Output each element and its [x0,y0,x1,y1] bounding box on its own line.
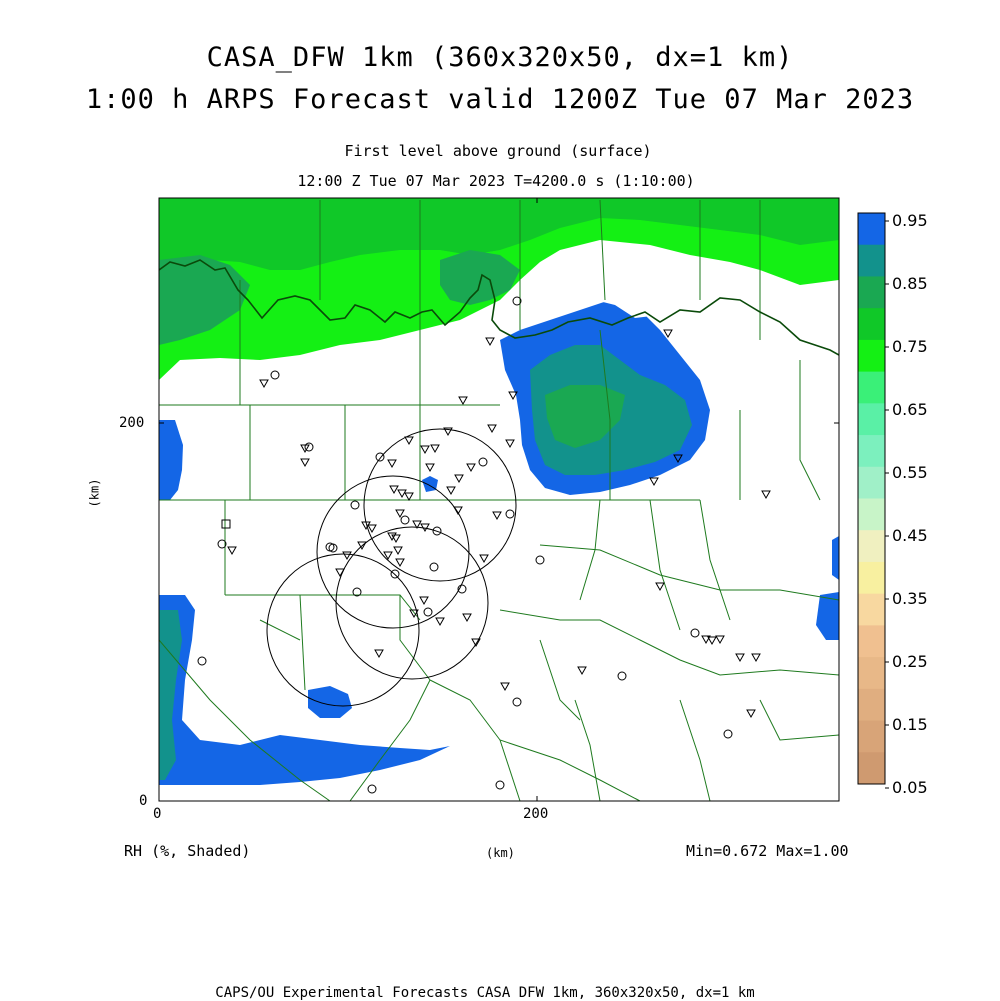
rh-blue-east-edge-2 [832,536,839,580]
colorbar-swatch [858,276,885,308]
colorbar-swatch [858,530,885,562]
colorbar-label: 0.35 [892,589,928,608]
colorbar-label: 0.05 [892,778,928,797]
min-max-readout: Min=0.672 Max=1.00 [686,842,849,860]
variable-label: RH (%, Shaded) [124,842,251,860]
colorbar [858,213,889,788]
colorbar-swatch [858,308,885,340]
colorbar-swatch [858,657,885,689]
colorbar-swatch [858,594,885,626]
colorbar-label: 0.45 [892,526,928,545]
colorbar-swatch [858,625,885,657]
colorbar-swatch [858,213,885,245]
colorbar-label: 0.65 [892,400,928,419]
colorbar-swatch [858,245,885,277]
colorbar-swatch [858,403,885,435]
x-axis-unit: (km) [486,846,515,860]
colorbar-swatch [858,467,885,499]
colorbar-swatch [858,752,885,784]
subtitle-line-2: 12:00 Z Tue 07 Mar 2023 T=4200.0 s (1:10:00) [297,172,695,190]
colorbar-label: 0.95 [892,211,928,230]
colorbar-swatch [858,435,885,467]
colorbar-swatch [858,499,885,531]
colorbar-swatch [858,689,885,721]
x-tick-200: 200 [523,806,549,822]
x-tick-0: 0 [153,806,162,822]
y-tick-200: 200 [119,415,145,431]
colorbar-label: 0.25 [892,652,928,671]
colorbar-label: 0.75 [892,337,928,356]
colorbar-label: 0.15 [892,715,928,734]
title-line-2: 1:00 h ARPS Forecast valid 1200Z Tue 07 Mar 2023 [85,84,915,115]
y-tick-0: 0 [139,793,148,809]
colorbar-swatch [858,340,885,372]
colorbar-swatch [858,562,885,594]
y-axis-unit: (km) [87,478,102,508]
colorbar-swatch [858,721,885,753]
subtitle-line-1: First level above ground (surface) [344,142,652,160]
colorbar-label: 0.85 [892,274,928,293]
footer-credit: CAPS/OU Experimental Forecasts CASA DFW 1km, 360x320x50, dx=1 km [215,985,755,1001]
colorbar-swatch [858,372,885,404]
colorbar-label: 0.55 [892,463,928,482]
title-line-1: CASA_DFW 1km (360x320x50, dx=1 km) [206,42,794,73]
